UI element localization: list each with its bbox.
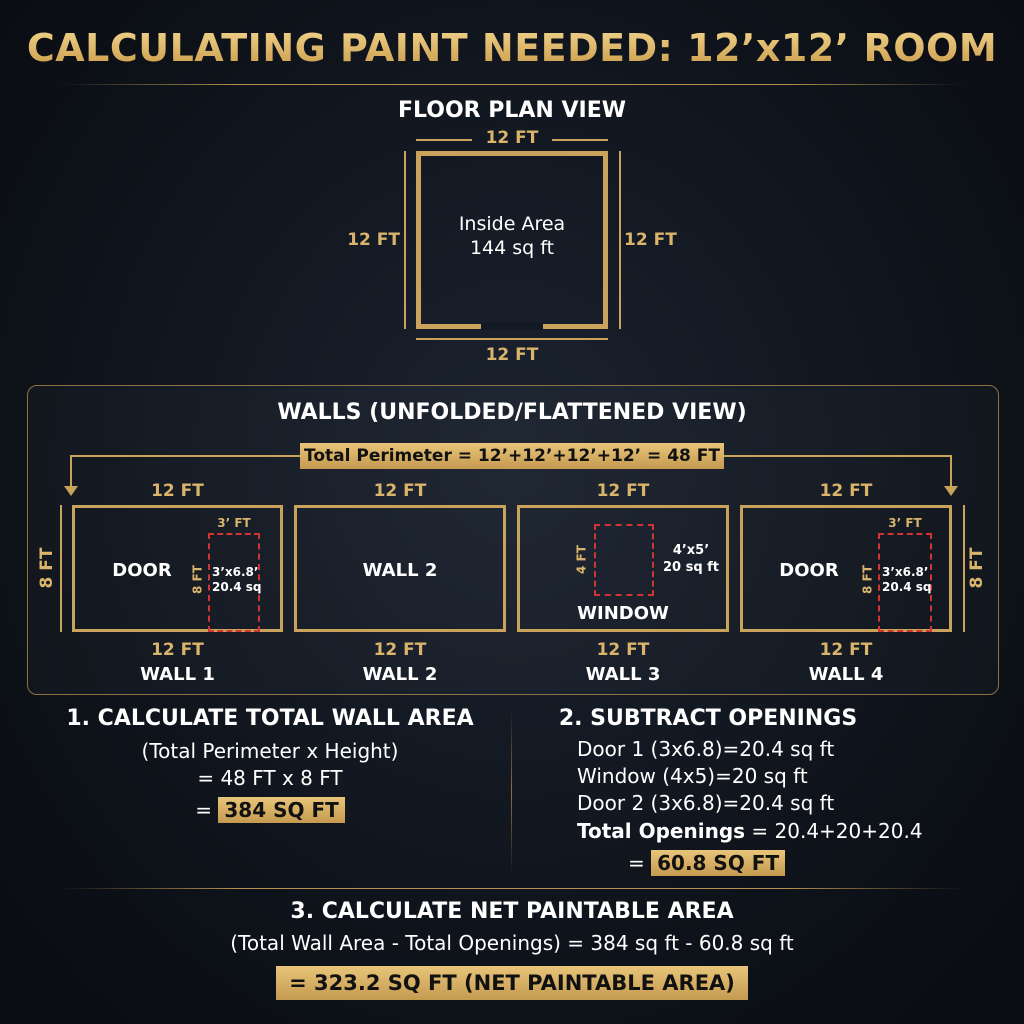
step-2-equals: = <box>628 851 645 875</box>
floor-plan-bottom-dimension: 12 FT <box>485 345 539 365</box>
wall-1-door-height: 8 FT <box>190 565 205 594</box>
step-3-heading: 3. CALCULATE NET PAINTABLE AREA <box>290 899 734 924</box>
height-right-dimension: 8 FT <box>967 547 987 589</box>
step-1-formula: (Total Perimeter x Height) <box>141 739 399 763</box>
inside-area-label <box>416 212 608 260</box>
step-2-door-2: Door 2 (3x6.8)=20.4 sq ft <box>577 791 835 815</box>
step-2-total-row <box>577 818 997 845</box>
wall-2-name: WALL 2 <box>362 664 438 685</box>
inside-area-value: 144 sq ft <box>469 237 555 259</box>
wall-2-inner-label: WALL 2 <box>362 560 438 581</box>
step-1-substitution: = 48 FT x 8 FT <box>197 766 343 790</box>
wall-3-window-height: 4 FT <box>574 545 589 574</box>
step-2-door-1: Door 1 (3x6.8)=20.4 sq ft <box>577 737 835 761</box>
floor-plan-bottom-dimension-line <box>416 338 608 340</box>
floor-plan-right-dimension-line <box>619 151 621 329</box>
height-right-line <box>963 505 965 632</box>
wall-1-door-label: DOOR <box>112 560 172 581</box>
inside-area-title: Inside Area <box>458 213 566 235</box>
height-left-line <box>60 505 62 632</box>
floor-plan-left-dimension: 12 FT <box>347 230 400 250</box>
wall-1-name: WALL 1 <box>140 664 215 685</box>
wall-4-door-area: 20.4 sq <box>882 580 932 594</box>
height-left-dimension: 8 FT <box>37 547 57 589</box>
title-divider <box>60 84 964 85</box>
step-2-heading: 2. SUBTRACT OPENINGS <box>558 706 858 731</box>
perimeter-badge: Total Perimeter = 12’+12’+12’+12’ = 48 FT <box>300 443 724 469</box>
wall-3-window-label: WINDOW <box>577 603 669 624</box>
step-3-divider <box>60 888 964 889</box>
wall-1-door-size: 3’x6.8’ <box>212 565 259 579</box>
wall-4-top-dimension: 12 FT <box>819 481 873 501</box>
wall-4-bottom-dimension: 12 FT <box>819 640 873 660</box>
step-2-result: 60.8 SQ FT <box>651 850 785 876</box>
wall-3-name: WALL 3 <box>585 664 661 685</box>
wall-2-bottom-dimension: 12 FT <box>373 640 427 660</box>
step-3-result: = 323.2 SQ FT (NET PAINTABLE AREA) <box>276 966 748 1000</box>
wall-4-door-size: 3’x6.8’ <box>882 565 929 579</box>
wall-3-window-area: 20 sq ft <box>662 560 720 575</box>
wall-1-top-dimension: 12 FT <box>151 481 204 501</box>
wall-1-bottom-dimension: 12 FT <box>151 640 204 660</box>
wall-4-door-label: DOOR <box>779 560 839 581</box>
floor-plan-left-dimension-line <box>404 151 406 329</box>
wall-1-door-width: 3’ FT <box>217 516 251 530</box>
wall-4-door-width: 3’ FT <box>888 516 922 530</box>
step-2-total-expression: = 20.4+20+20.4 <box>751 819 923 843</box>
step-1-result-row <box>40 797 500 824</box>
doorway-gap <box>481 322 543 330</box>
wall-4-name: WALL 4 <box>808 664 884 685</box>
floor-plan-top-dimension: 12 FT <box>472 128 552 148</box>
step-2-total-label: Total Openings <box>577 819 746 843</box>
floor-plan-right-dimension: 12 FT <box>624 230 677 250</box>
page-title: CALCULATING PAINT NEEDED: 12’x12’ ROOM <box>0 26 1024 70</box>
floor-plan-heading: FLOOR PLAN VIEW <box>397 98 626 123</box>
wall-3-window-size: 4’x5’ <box>672 543 710 558</box>
step-2-window: Window (4x5)=20 sq ft <box>577 764 808 788</box>
wall-3-bottom-dimension: 12 FT <box>596 640 650 660</box>
step-1-result: 384 SQ FT <box>218 797 344 823</box>
wall-2-top-dimension: 12 FT <box>373 481 427 501</box>
step-1-heading: 1. CALCULATE TOTAL WALL AREA <box>66 706 474 731</box>
steps-divider <box>511 710 512 875</box>
wall-3-top-dimension: 12 FT <box>596 481 650 501</box>
step-1-equals: = <box>195 798 212 822</box>
walls-heading: WALLS (UNFOLDED/FLATTENED VIEW) <box>277 400 747 425</box>
wall-1-door-area: 20.4 sq <box>212 580 262 594</box>
wall-3-window-opening <box>594 524 654 596</box>
step-3-formula: (Total Wall Area - Total Openings) = 384 sq ft - 60.8 sq ft <box>230 931 794 955</box>
wall-4-door-height: 8 FT <box>860 565 875 594</box>
step-2-result-row <box>628 850 928 877</box>
